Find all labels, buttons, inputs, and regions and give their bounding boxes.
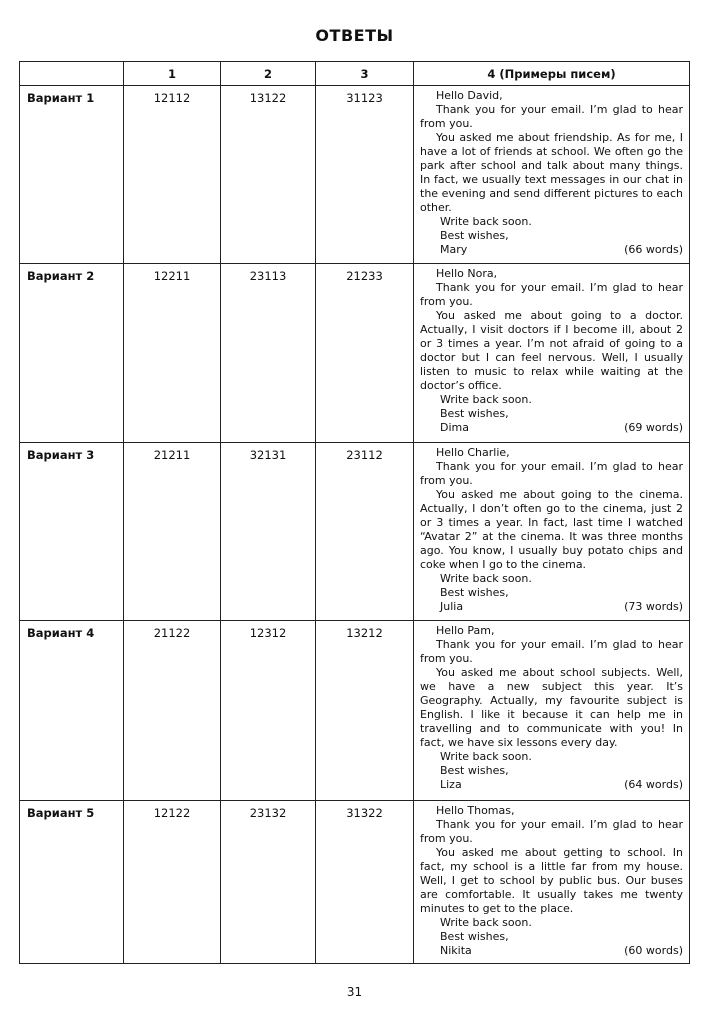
answer-task-3: 23112	[316, 443, 414, 621]
letter-greeting: Hello David,	[436, 89, 503, 102]
letter-name: Nikita	[440, 944, 472, 957]
header-cell-task-1: 1	[124, 62, 221, 86]
letter-write-back: Write back soon.	[440, 572, 532, 585]
letter-best-wishes: Best wishes,	[440, 930, 509, 943]
letter-signature	[420, 243, 683, 257]
variant-label: Вариант 5	[20, 801, 124, 964]
letter-write-back: Write back soon.	[440, 750, 532, 763]
letter-name: Liza	[440, 778, 462, 791]
page-number: 31	[346, 985, 363, 999]
letter-name: Dima	[440, 421, 469, 434]
letter-write-back: Write back soon.	[440, 916, 532, 929]
variant-label: Вариант 2	[20, 264, 124, 443]
letter-body: You asked me about going to the cinema. Actually, I don’t often go to the cinema, just 2 or 3 times a year. In fact, last time I watched “Avatar 2” at the cinema. It was three months ago. You know, I usually buy potato chips and coke when I go to the cinema.	[420, 488, 683, 571]
answer-task-2: 23113	[221, 264, 316, 443]
letter-signature	[420, 944, 683, 958]
table-row	[20, 801, 690, 964]
answer-task-1: 21211	[124, 443, 221, 621]
table-row	[20, 443, 690, 621]
variant-label: Вариант 4	[20, 621, 124, 801]
answer-task-1: 21122	[124, 621, 221, 801]
letter-signature	[420, 421, 683, 435]
letter-word-count: (64 words)	[624, 778, 683, 791]
answers-table	[19, 61, 690, 964]
sample-letter	[414, 86, 690, 264]
table-row	[20, 86, 690, 264]
answer-task-2: 32131	[221, 443, 316, 621]
answer-task-3: 21233	[316, 264, 414, 443]
letter-greeting: Hello Pam,	[436, 624, 495, 637]
answer-task-2: 13122	[221, 86, 316, 264]
letter-body: You asked me about going to a doctor. Actually, I visit doctors if I become ill, about 2 or 3 times a year. I’m not afraid of going to a doctor but I can feel nervous. Well, I usually listen to music to relax while waiting at the doctor’s office.	[420, 309, 683, 392]
letter-signature	[420, 778, 683, 792]
table-header-row	[20, 62, 690, 86]
sample-letter	[414, 264, 690, 443]
answer-task-3: 31123	[316, 86, 414, 264]
letter-name: Mary	[440, 243, 468, 256]
letter-greeting: Hello Charlie,	[436, 446, 510, 459]
letter-write-back: Write back soon.	[440, 393, 532, 406]
sample-letter	[414, 443, 690, 621]
page-title: ОТВЕТЫ	[315, 26, 394, 45]
letter-signature	[420, 600, 683, 614]
letter-opening: Thank you for your email. I’m glad to hear from you.	[420, 818, 683, 845]
letter-body: You asked me about getting to school. In fact, my school is a little far from my house. Well, I get to school by public bus. Our buses are comfortable. It usually takes me twenty minutes to get to the place.	[420, 846, 683, 915]
variant-label: Вариант 1	[20, 86, 124, 264]
header-cell-task-2: 2	[221, 62, 316, 86]
letter-body: You asked me about school subjects. Well, we have a new subject this year. It’s Geography. Actually, my favourite subject is English. I like it because it can help me in travelling and to communicate with you! In fact, we have six lessons every day.	[420, 666, 683, 749]
letter-word-count: (66 words)	[624, 243, 683, 256]
letter-word-count: (69 words)	[624, 421, 683, 434]
letter-best-wishes: Best wishes,	[440, 407, 509, 420]
sample-letter	[414, 801, 690, 964]
letter-word-count: (73 words)	[624, 600, 683, 613]
letter-opening: Thank you for your email. I’m glad to hear from you.	[420, 460, 683, 487]
letter-best-wishes: Best wishes,	[440, 764, 509, 777]
table-row	[20, 621, 690, 801]
letter-name: Julia	[440, 600, 464, 613]
header-cell-task-3: 3	[316, 62, 414, 86]
answer-task-1: 12211	[124, 264, 221, 443]
sample-letter	[414, 621, 690, 801]
answer-task-1: 12122	[124, 801, 221, 964]
table-row	[20, 264, 690, 443]
letter-opening: Thank you for your email. I’m glad to hear from you.	[420, 281, 683, 308]
letter-greeting: Hello Thomas,	[436, 804, 515, 817]
answer-task-3: 31322	[316, 801, 414, 964]
letter-body: You asked me about friendship. As for me, I have a lot of friends at school. We often go the park after school and talk about many things. In fact, we usually text messages in our chat in the evening and send different pictures to each other.	[420, 131, 683, 214]
answer-task-1: 12112	[124, 86, 221, 264]
letter-greeting: Hello Nora,	[436, 267, 498, 280]
variant-label: Вариант 3	[20, 443, 124, 621]
answer-task-3: 13212	[316, 621, 414, 801]
letter-opening: Thank you for your email. I’m glad to hear from you.	[420, 638, 683, 665]
answer-task-2: 12312	[221, 621, 316, 801]
letter-best-wishes: Best wishes,	[440, 586, 509, 599]
answer-task-2: 23132	[221, 801, 316, 964]
letter-best-wishes: Best wishes,	[440, 229, 509, 242]
letter-write-back: Write back soon.	[440, 215, 532, 228]
letter-opening: Thank you for your email. I’m glad to hear from you.	[420, 103, 683, 130]
header-cell-empty	[20, 62, 124, 86]
letter-word-count: (60 words)	[624, 944, 683, 957]
header-cell-task-4: 4 (Примеры писем)	[414, 62, 690, 86]
